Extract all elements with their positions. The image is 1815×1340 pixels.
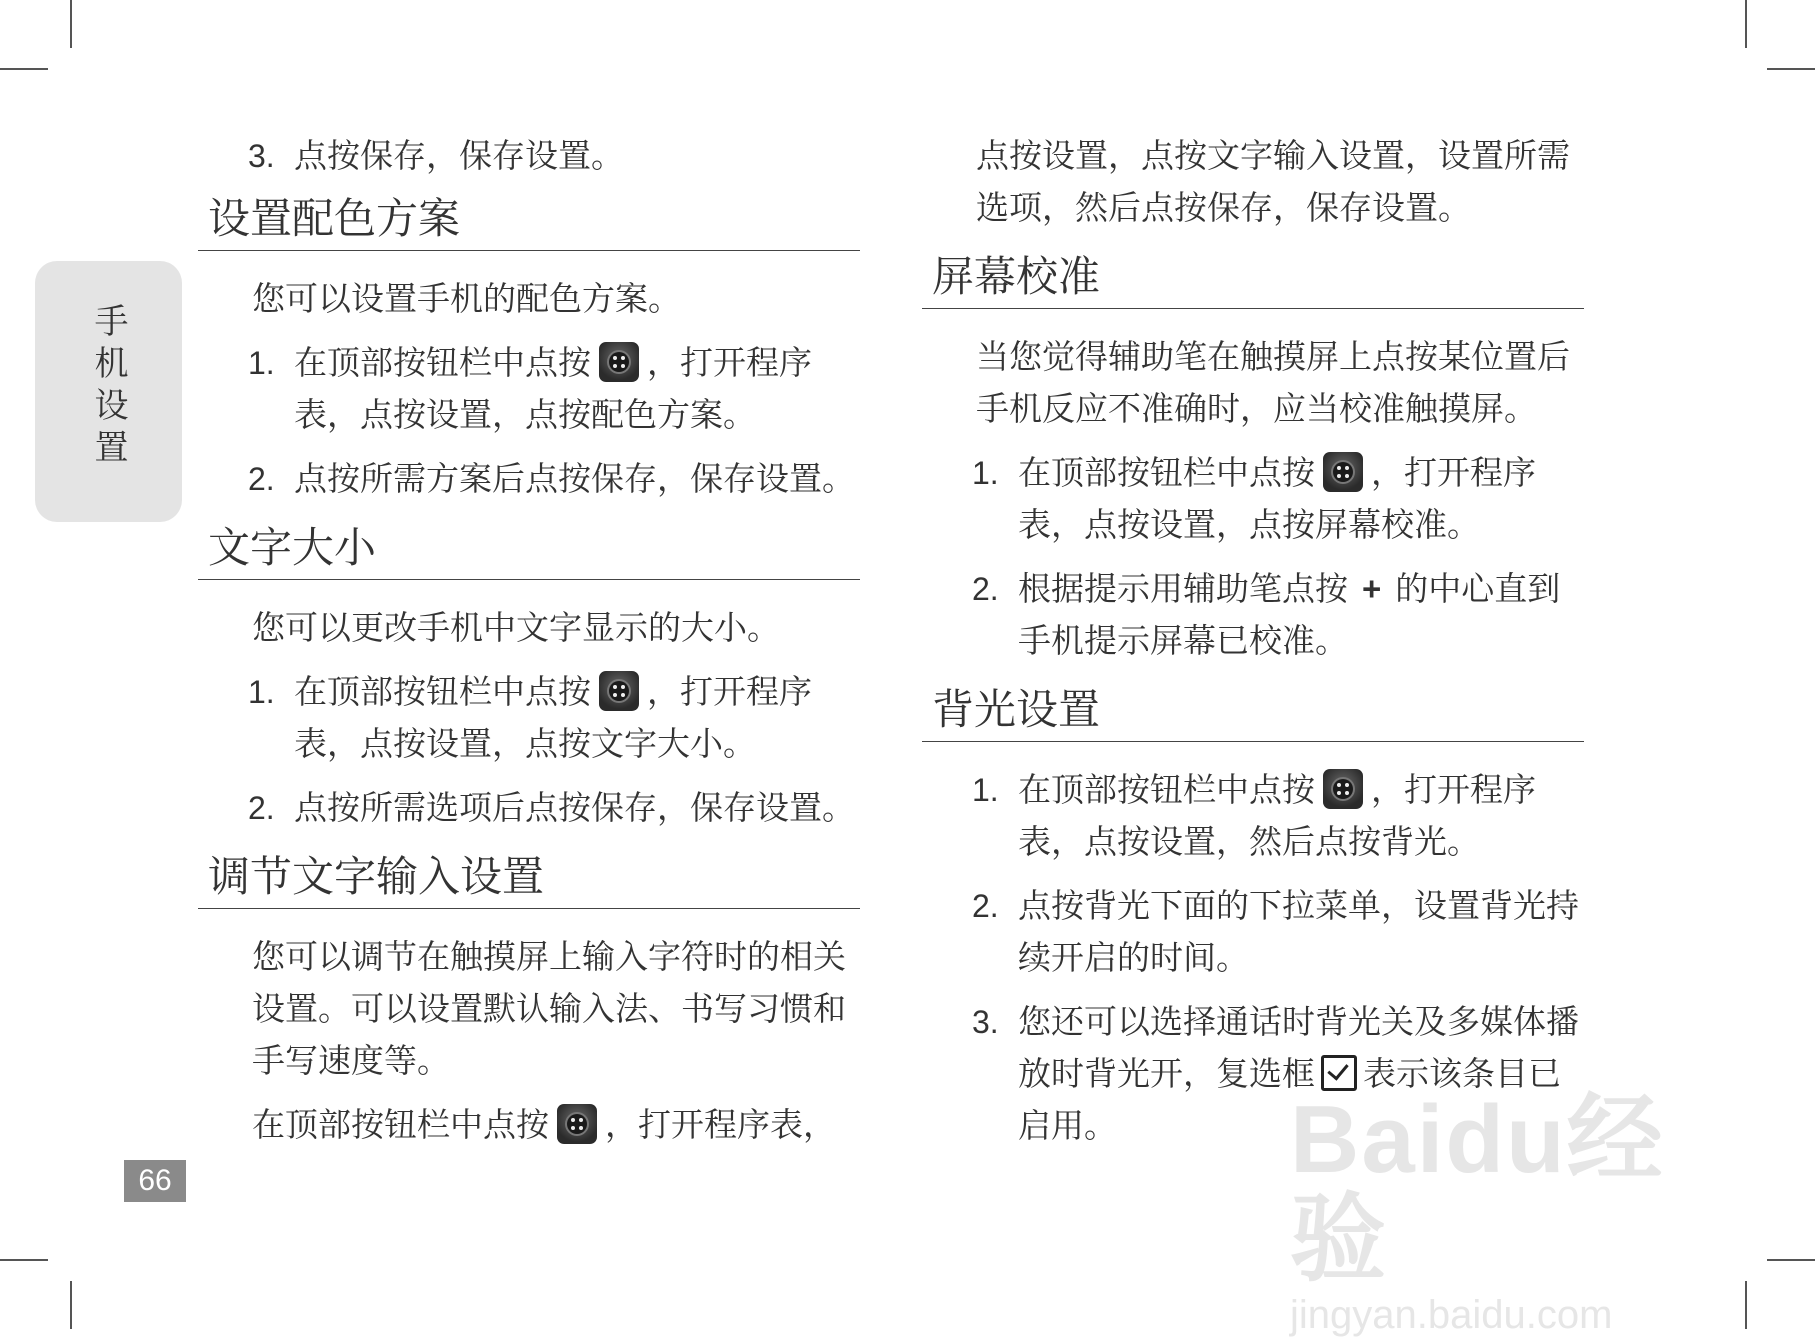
plus-icon: + <box>1362 570 1382 607</box>
section-intro: 您可以调节在触摸屏上输入字符时的相关设置。可以设置默认输入法、书写习惯和手写速度等。 <box>252 937 846 1080</box>
section-intro: 您可以更改手机中文字显示的大小。 <box>252 608 780 647</box>
list-item <box>922 764 1584 868</box>
crop-mark <box>0 68 48 70</box>
step-number: 2. <box>248 790 275 826</box>
page-number: 66 <box>124 1160 186 1202</box>
section-heading: 设置配色方案 <box>198 190 860 251</box>
section-heading: 背光设置 <box>922 681 1584 742</box>
step-number: 3. <box>972 1004 999 1040</box>
watermark-brand: Baidu经验 <box>1290 1086 1665 1293</box>
step-text-post: ，打开程序表，点按设置，点按屏幕校准。 <box>1018 453 1536 544</box>
crop-mark <box>1767 1259 1815 1261</box>
step-number: 3. <box>248 138 275 174</box>
crop-mark <box>70 1281 72 1329</box>
app-menu-icon <box>599 671 639 711</box>
step-text-pre: 您还可以选择通话时背光关及多媒体播放时背光开，复选框 <box>1018 1002 1579 1093</box>
app-menu-icon <box>557 1104 597 1144</box>
step-number: 2. <box>248 461 275 497</box>
step-text-pre: 在顶部按钮栏中点按 <box>294 343 591 382</box>
step-text <box>1018 764 1584 868</box>
step-number: 1. <box>972 772 999 808</box>
step-text <box>294 666 860 770</box>
step-text-post: ，打开程序表，点按设置，点按配色方案。 <box>294 343 812 434</box>
step-text: 点按保存，保存设置。 <box>294 136 624 175</box>
para-text-post: ，打开程序表， <box>605 1105 836 1144</box>
list-item <box>922 447 1584 551</box>
section-intro: 您可以设置手机的配色方案。 <box>252 279 681 318</box>
chapter-tab <box>35 261 182 522</box>
watermark-url: jingyan.baidu.com <box>1290 1293 1613 1337</box>
step-text: 点按所需选项后点按保存，保存设置。 <box>294 788 855 827</box>
section-paragraph <box>198 1099 860 1151</box>
step-text-post: 的中心直到手机提示屏幕已校准。 <box>1018 569 1561 660</box>
list-item <box>922 880 1584 984</box>
list-item <box>198 130 860 182</box>
chapter-tab-label: 手机设置 <box>88 303 128 471</box>
list-item <box>198 337 860 441</box>
step-text-pre: 根据提示用辅助笔点按 <box>1018 569 1348 608</box>
list-item <box>922 563 1584 667</box>
step-text <box>1018 447 1584 551</box>
step-text <box>294 337 860 441</box>
section-heading: 文字大小 <box>198 519 860 580</box>
watermark <box>1290 1086 1710 1337</box>
continued-paragraph: 点按设置，点按文字输入设置，设置所需选项，然后点按保存，保存设置。 <box>976 136 1570 227</box>
app-menu-icon <box>1323 452 1363 492</box>
step-text-pre: 在顶部按钮栏中点按 <box>1018 770 1315 809</box>
step-text-post: 表示该条目已启用。 <box>1018 1054 1561 1145</box>
left-column <box>198 130 860 1163</box>
step-text-pre: 在顶部按钮栏中点按 <box>1018 453 1315 492</box>
step-text: 点按背光下面的下拉菜单，设置背光持续开启的时间。 <box>1018 886 1579 977</box>
step-number: 1. <box>248 674 275 710</box>
step-number: 2. <box>972 571 999 607</box>
step-text-post: ，打开程序表，点按设置，点按文字大小。 <box>294 672 812 763</box>
crop-mark <box>1767 68 1815 70</box>
section-heading: 屏幕校准 <box>922 248 1584 309</box>
list-item <box>198 453 860 505</box>
step-text <box>1018 563 1584 667</box>
section-heading: 调节文字输入设置 <box>198 848 860 909</box>
step-number: 2. <box>972 888 999 924</box>
step-text-pre: 在顶部按钮栏中点按 <box>294 672 591 711</box>
crop-mark <box>1745 1281 1747 1329</box>
app-menu-icon <box>1323 769 1363 809</box>
list-item <box>198 666 860 770</box>
crop-mark <box>70 0 72 48</box>
crop-mark <box>1745 0 1747 48</box>
step-number: 1. <box>248 345 275 381</box>
para-text-pre: 在顶部按钮栏中点按 <box>252 1105 549 1144</box>
app-menu-icon <box>599 342 639 382</box>
list-item <box>198 782 860 834</box>
step-text: 点按所需方案后点按保存，保存设置。 <box>294 459 855 498</box>
step-text-post: ，打开程序表，点按设置，然后点按背光。 <box>1018 770 1536 861</box>
crop-mark <box>0 1259 48 1261</box>
right-column <box>922 130 1584 1164</box>
step-number: 1. <box>972 455 999 491</box>
section-intro: 当您觉得辅助笔在触摸屏上点按某位置后手机反应不准确时，应当校准触摸屏。 <box>976 337 1570 428</box>
